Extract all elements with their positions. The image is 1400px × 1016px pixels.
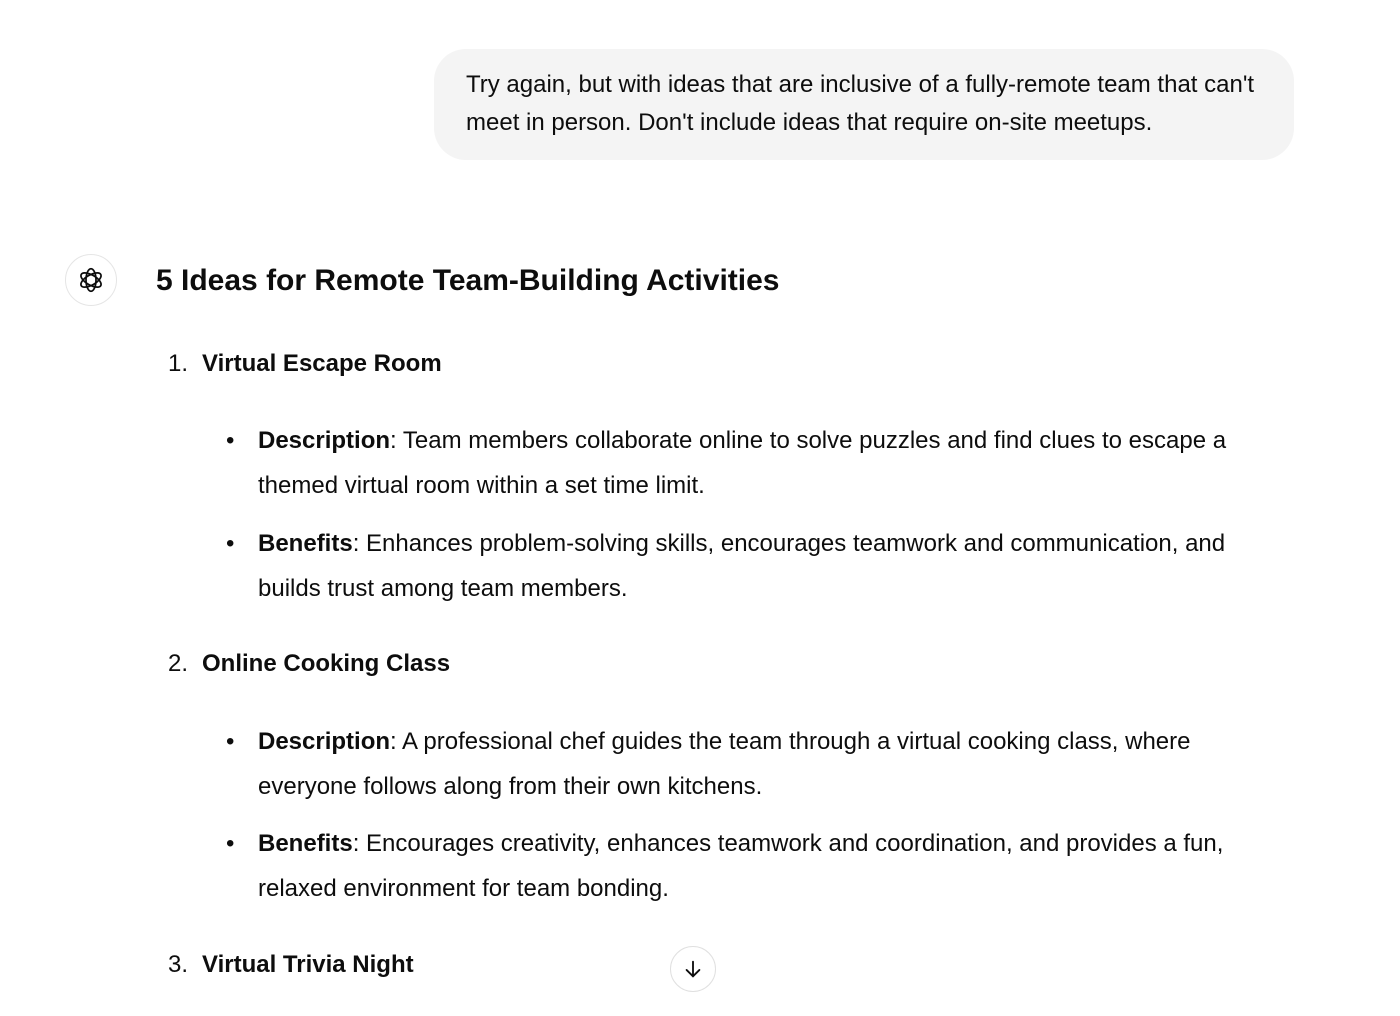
bullet-item (226, 821, 1266, 911)
item-number: 1. (168, 350, 189, 377)
response-title: 5 Ideas for Remote Team-Building Activities (156, 264, 780, 297)
item-name: Virtual Trivia Night (202, 951, 414, 978)
bullet-text: : Team members collaborate online to solve puzzles and find clues to escape a themed virtual room within a set time limit. (258, 427, 1227, 499)
bullet-label: Benefits (258, 530, 353, 557)
user-message-bubble (434, 49, 1294, 160)
bullet-item (226, 418, 1266, 508)
bullet-label: Description (258, 427, 391, 454)
bullet-item (226, 521, 1266, 611)
openai-logo-icon (76, 265, 106, 295)
bullet-dot: • (226, 728, 235, 755)
item-number: 2. (168, 650, 189, 677)
bullet-dot: • (226, 427, 235, 454)
assistant-avatar (65, 254, 117, 306)
list-item (168, 951, 414, 979)
user-message-text: Try again, but with ideas that are inclusive of a fully-remote team that can't meet in person. Don't include ideas that require on-site meetups. (466, 71, 1255, 136)
item-name: Virtual Escape Room (202, 350, 442, 377)
item-name: Online Cooking Class (202, 650, 451, 677)
list-item (168, 650, 450, 678)
arrow-down-icon (682, 958, 704, 980)
scroll-to-bottom-button[interactable] (670, 946, 716, 992)
bullet-label: Description (258, 728, 391, 755)
bullet-item (226, 719, 1266, 809)
bullet-text: : A professional chef guides the team through a virtual cooking class, where everyone follows along from their own kitchens. (258, 728, 1191, 800)
item-number: 3. (168, 951, 189, 978)
list-item (168, 350, 442, 378)
bullet-label: Benefits (258, 830, 353, 857)
bullet-dot: • (226, 830, 235, 857)
bullet-dot: • (226, 530, 235, 557)
bullet-text: : Enhances problem-solving skills, encourages teamwork and communication, and builds trust among team members. (258, 530, 1226, 602)
bullet-text: : Encourages creativity, enhances teamwork and coordination, and provides a fun, relaxed environment for team bonding. (258, 830, 1224, 902)
